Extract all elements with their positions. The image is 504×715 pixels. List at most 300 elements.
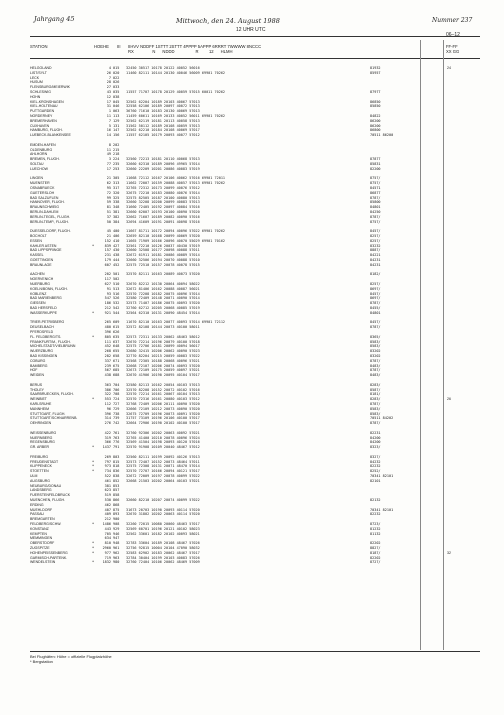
station-name: HANNOVER, FLUGH.: [30, 200, 65, 205]
synop-tail: 84801: [370, 205, 381, 210]
synop-tail: 8257/: [370, 238, 381, 243]
synop-tail: 82200: [370, 166, 381, 171]
synop-groups: 32660 62007 10193 20100 40090 57020: [126, 210, 200, 214]
station-index: 502: [113, 277, 120, 282]
synop-tail: 8787/: [370, 214, 381, 219]
synop-groups: 32570 91908 10109 20040 48467 57012: [126, 445, 200, 450]
station-name: WEISSENBURG: [30, 430, 57, 435]
station-name: KEMPTEN: [30, 531, 47, 536]
station-name: KIEL-HOLTENAU: [30, 104, 58, 109]
station-name: KOBLENZ: [30, 291, 47, 296]
station-name: ESSEN: [30, 238, 42, 243]
synop-tail: 87877: [370, 157, 381, 162]
station-name: HUSUM: [30, 80, 43, 85]
footnotes: [30, 654, 112, 664]
footnote-airport: Bei Flughäfen: Höhe = offizielle Flugplatzhöhe: [30, 654, 112, 659]
station-index: 980: [113, 560, 120, 565]
synop-groups: 36760 71610 10183 20130 40069 57013: [126, 109, 200, 114]
station-height: 112: [104, 402, 111, 406]
station-index: 739: [113, 416, 120, 421]
synop-groups: 32575 72510 10157 20078 40078 57015: [126, 262, 200, 267]
synop-groups: 32568 72305 10188 20068 40096 57021: [126, 358, 200, 363]
synop-tail: 8583/: [370, 406, 381, 411]
station-height: 422: [104, 430, 111, 435]
synop-groups: 31757 73109 10196 20106 40100 57017: [126, 416, 200, 421]
station-index: 438: [113, 253, 120, 258]
station-index: 430: [113, 248, 120, 253]
synop-groups: 32666 72109 10212 20073 40090 57020: [126, 406, 200, 411]
station-height: 17: [106, 99, 111, 104]
station-height: 567: [104, 368, 111, 373]
synop-tail: 70341 82101: [370, 507, 394, 512]
station-name: BREMEN, FLUGH.: [30, 157, 60, 162]
station-name: GARMISCH-PARTENK.: [30, 555, 68, 560]
station-height: 7: [108, 118, 111, 123]
station-height: 839: [104, 243, 111, 248]
synop-groups: 32760 72404 10106 20062 48469 57009: [126, 560, 200, 565]
station-name: FELDBERG/SCHW.: [30, 522, 62, 526]
synop-groups: 32783 33604 10189 20108 48467 57026: [126, 541, 200, 546]
station-index: 852: [113, 478, 120, 483]
station-height: 519: [104, 493, 111, 498]
station-index: 015: [113, 66, 120, 70]
synop-groups: 32560 72213 10181 20110 40068 57013: [126, 157, 200, 162]
synop-tail: 84200: [370, 435, 381, 440]
station-index: 381: [113, 210, 120, 214]
synop-tail: 84250: [370, 210, 381, 214]
station-index: 129: [113, 118, 120, 123]
mountain-marker: *: [92, 243, 95, 248]
station-name: BERUS: [30, 382, 43, 387]
synop-groups: 32561 72210 10126 20037 40430 57019: [126, 243, 200, 248]
station-height: 11: [106, 114, 111, 118]
column-groups: IIHVV NDDFF 1STTT 2STTT 4PPPP 5APPP 6RRRT 7WWWW 8NCCC: [128, 44, 262, 49]
station-name: BREMERHAVEN: [30, 118, 57, 123]
station-height: 797: [104, 459, 111, 464]
synop-tail: 84571: [370, 186, 381, 190]
mountain-marker: *: [92, 397, 95, 402]
synop-tail: 81132: [370, 531, 381, 536]
synop-tail: 81932: [370, 66, 381, 70]
station-name: NORDERNEY: [30, 114, 53, 118]
station-height: 93: [106, 291, 111, 296]
synop-tail: 8787/: [370, 325, 381, 330]
station-index: 317: [113, 186, 120, 190]
station-name: MUENSTER: [30, 181, 50, 186]
station-name: WENDELSTEIN: [30, 560, 56, 565]
station-height: 5: [108, 123, 111, 128]
station-name: BERLIN-DAHLEM: [30, 210, 59, 214]
station-height: 921: [104, 310, 111, 315]
synop-tail: 70341 82101: [370, 474, 394, 478]
station-index: 325: [113, 195, 120, 200]
station-name: NUERBURG: [30, 282, 51, 286]
station-height: 363: [104, 382, 111, 387]
station-index: 156: [113, 133, 120, 138]
synop-tail: 86800: [370, 128, 381, 133]
station-height: 14: [106, 133, 111, 138]
synop-groups: 32770 82204 10215 20059 40083 57022: [126, 354, 200, 358]
station-height: 522: [104, 474, 111, 478]
station-height: 337: [104, 358, 111, 363]
synop-tail: 85800: [370, 200, 381, 205]
synop-tail: 8483/: [370, 373, 381, 378]
synop-tail: 8283/: [370, 382, 381, 387]
station-height: 443: [104, 526, 111, 531]
station-height: 396: [104, 330, 111, 334]
station-height: 462: [104, 502, 111, 507]
synop-tail: 8787/: [370, 195, 381, 200]
station-height: 265: [104, 320, 111, 325]
station-height: 3: [108, 157, 111, 162]
station-name: PUTTGARDEN: [30, 109, 55, 114]
station-name: AUGSBURG: [30, 478, 51, 483]
station-name: STUTTGART/SCHNARRENB.: [30, 416, 78, 421]
mountain-marker: *: [92, 550, 95, 555]
station-name: WEIDEN: [30, 373, 44, 378]
station-name: MANNHEIM: [30, 406, 50, 411]
synop-tail: 86200: [370, 123, 381, 128]
station-index: 708: [113, 392, 120, 397]
station-name: KARLSRUHE: [30, 402, 52, 406]
station-index: 224: [113, 157, 120, 162]
synop-tail: 84221: [370, 253, 381, 258]
synop-groups: 32694 41609 10191 20091 40098 57016: [126, 219, 200, 224]
station-name: BRAUNSCHWEIG: [30, 205, 59, 210]
mountain-marker: *: [92, 560, 95, 565]
station-name: KOELN/BONN, FLUGH.: [30, 286, 68, 291]
station-index: 961: [113, 546, 120, 550]
station-height: 51: [106, 210, 111, 214]
station-index: 532: [113, 301, 120, 306]
station-name: OLDENBURG: [30, 147, 53, 152]
station-name: BERLIN-TEMP., FLUGH.: [30, 219, 69, 224]
station-index: 893: [113, 512, 120, 517]
station-name: EMDEN-HAFEN: [30, 142, 56, 147]
station-index: 706: [113, 387, 120, 392]
station-name: HAMBURG, FLUGH.: [30, 128, 63, 133]
station-name: MEMMINGEN: [30, 536, 53, 541]
station-height: 95: [106, 186, 111, 190]
synop-tail: 8187/: [370, 550, 381, 555]
synop-groups: 32660 82210 10207 20074 40099 57022: [126, 498, 200, 502]
station-name: THOLEY: [30, 387, 45, 392]
station-name: HOHN: [30, 94, 41, 99]
synop-tail: 8257/: [370, 234, 381, 238]
station-height: 810: [104, 541, 111, 546]
synop-groups: 32784 30404 10199 20103 40083 57026: [126, 555, 200, 560]
synop-tail: 82232: [370, 464, 381, 469]
synop-groups: 32660 62310 10189 20096 49965 57014: [126, 162, 200, 166]
station-height: 634: [104, 536, 111, 541]
station-name: KASSEL: [30, 253, 44, 258]
station-height: 322: [104, 392, 111, 397]
station-name: AHLHORN: [30, 152, 48, 157]
synop-groups: 32575 72706 10181 20099 40094 56017: [126, 344, 200, 349]
synop-groups: 32670 82212 10130 20064 40094 58022: [126, 282, 200, 286]
station-name: KAHLER ASTEN: [30, 243, 57, 248]
synop-groups: 32672 81406 10162 20088 40087 56021: [126, 286, 200, 291]
synop-tail: 84232: [370, 459, 381, 464]
column-groups-sub: RX N NDDD R 12 HLMH: [128, 49, 233, 54]
station-height: 7: [108, 75, 111, 80]
synop-tail: 8252/: [370, 469, 381, 474]
station-index: 947: [113, 536, 120, 541]
synop-groups: 32765 72312 10173 20099 40076 57012: [126, 186, 200, 190]
synop-groups: 32670 31802 10202 20063 40114 57020: [126, 512, 200, 517]
synop-groups: 32659 82110 10168 20099 40069 57020: [126, 234, 200, 238]
synop-groups: 11459 60611 10169 20133 40052 56011 69901 70262: [126, 114, 226, 118]
range-label: 06–12: [446, 32, 460, 38]
station-height: 627: [104, 282, 111, 286]
station-index: 063: [113, 109, 120, 114]
station-index: 655: [113, 349, 120, 354]
issue-number: Nummer 237: [432, 17, 473, 24]
station-index: 836: [113, 469, 120, 474]
synop-tail: 8583/: [370, 344, 381, 349]
station-height: 45: [106, 229, 111, 234]
synop-groups: 32562 62204 10189 20103 40067 57013: [126, 99, 200, 104]
station-index: 305: [113, 176, 120, 181]
station-name: ZUGSPITZE: [30, 546, 50, 550]
station-index: 803: [113, 454, 120, 459]
station-index: 045: [113, 99, 120, 104]
station-name: OSNABRUECK: [30, 186, 55, 190]
synop-tail: 8457/: [370, 229, 381, 234]
synop-groups: 31660 72405 10192 20097 40084 57016: [126, 205, 200, 210]
station-height: 12: [106, 94, 111, 99]
station-index: 516: [113, 291, 120, 296]
synop-groups: 32768 72409 10206 20111 40090 57020: [126, 402, 200, 406]
station-index: 866: [113, 498, 120, 502]
station-height: 16: [106, 128, 111, 133]
station-height: 37: [106, 214, 111, 219]
station-name: MICHELSTADT/VIELBRUNN: [30, 344, 76, 349]
station-name: STOETTEN: [30, 469, 49, 474]
synop-groups: 32570 72316 10161 20080 40103 57012: [126, 397, 200, 402]
synop-groups: 11460 82111 10144 20130 40046 56009 69901 70262: [126, 70, 226, 75]
synop-groups: 32573 72407 10152 20073 48464 57011: [126, 459, 200, 464]
station-index: 900: [113, 517, 120, 522]
synop-groups: 11662 72007 10159 20088 40057 57013 69901 70262: [126, 181, 226, 186]
synop-groups: 32664 72906 10190 20102 40100 57017: [126, 421, 200, 426]
station-index: 320: [113, 190, 120, 195]
station-index: 671: [113, 358, 120, 363]
synop-tail: 82202: [370, 555, 381, 560]
column-iii: III: [117, 44, 121, 49]
synop-groups: 32580 72409 10148 20071 40090 57014: [126, 296, 200, 301]
hour-label: 12 UHR UTC: [236, 27, 266, 33]
station-index: 526: [113, 296, 120, 301]
station-index: 510: [113, 282, 120, 286]
station-index: 400: [113, 229, 120, 234]
station-name: LIST/SYLT: [30, 70, 47, 75]
synop-tail: 8583/: [370, 411, 381, 416]
synop-groups: 32765 41400 10210 20078 40096 57024: [126, 435, 200, 440]
station-height: 27: [106, 85, 111, 90]
synop-tail: 84801: [370, 310, 381, 315]
station-height: 409: [104, 512, 111, 517]
synop-tail: 8483/: [370, 363, 381, 368]
synop-tail: 8583/: [370, 339, 381, 344]
station-name: PFERDSFELD: [30, 330, 54, 334]
synop-groups: 11557 62105 10179 20093 40077 57012: [126, 133, 200, 138]
station-index: 648: [113, 344, 120, 349]
synop-groups: 32570 82111 10163 20089 40073 57020: [126, 272, 200, 277]
synop-groups: 32570 72214 10161 20067 40104 57013: [126, 392, 200, 397]
synop-groups: 32560 82111 10199 20092 40126 57013: [126, 454, 200, 459]
station-name: MUEHLDORF: [30, 507, 53, 512]
synop-groups: 32660 32506 10194 20070 40088 57010: [126, 258, 200, 262]
station-height: 282: [104, 354, 111, 358]
synop-tail: 8697/: [370, 296, 381, 301]
station-index: 637: [113, 339, 120, 344]
station-height: 11: [106, 147, 111, 152]
synop-groups: 32670 72214 10196 20079 40100 57018: [126, 339, 200, 344]
synop-tail: 85850: [370, 104, 381, 109]
synop-groups: 32675 72709 10196 20073 40091 57020: [126, 411, 200, 416]
synop-groups: 32672 61911 10181 20086 40089 57014: [126, 253, 200, 258]
synop-tail: 85831: [370, 162, 381, 166]
synop-tail: 83202: [370, 354, 381, 358]
synop-tail: 82232: [370, 512, 381, 517]
synop-tail: 8787/: [370, 421, 381, 426]
station-name: ULM: [30, 474, 38, 478]
station-index: 858: [113, 493, 120, 498]
station-index: 729: [113, 406, 120, 411]
station-index: 235: [113, 162, 120, 166]
synop-tail: 8757/: [370, 176, 381, 181]
station-height: 623: [104, 488, 111, 493]
station-height: 407: [104, 507, 111, 512]
station-name: OEHRINGEN: [30, 421, 52, 426]
remark-value: 24: [447, 66, 451, 70]
synop-tail: 8787/: [370, 301, 381, 306]
station-height: 452: [104, 344, 111, 349]
station-height: 8: [108, 142, 111, 147]
station-index: 688: [113, 373, 120, 378]
mountain-marker: *: [92, 445, 95, 450]
station-name: BAD LIPPSPRINGE: [30, 248, 62, 253]
station-index: 022: [113, 75, 120, 80]
station-height: 977: [104, 550, 111, 555]
synop-tail: 8457/: [370, 320, 381, 325]
station-index: 542: [113, 306, 120, 310]
mountain-marker: *: [92, 464, 95, 469]
station-name: WUERZBURG: [30, 349, 53, 354]
station-height: 2960: [102, 546, 111, 550]
station-height: 59: [106, 200, 111, 205]
station-name: SCHLESWIG: [30, 90, 52, 94]
station-name: CUXHAVEN: [30, 123, 50, 128]
synop-tail: 8697/: [370, 286, 381, 291]
station-name: GIESSEN: [30, 301, 46, 306]
synop-tail: 8723/: [370, 522, 381, 526]
synop-tail: 84822: [370, 114, 381, 118]
synop-tail: 70511 84202: [370, 416, 394, 421]
station-name: GUETERSLOH: [30, 190, 55, 195]
synop-groups: 32662 71607 10189 20082 40090 57016: [126, 214, 200, 219]
synop-tail: 87977: [370, 90, 381, 94]
synop-groups: 32450 30517 10178 20122 40052 56016: [126, 66, 200, 70]
station-height: 547: [104, 296, 111, 301]
station-name: FREUDENSTADT: [30, 459, 59, 464]
mountain-marker: *: [92, 522, 95, 526]
synop-tail: 8587/: [370, 387, 381, 392]
station-height: 21: [106, 234, 111, 238]
station-name: KIEL-KRONSHAGEN: [30, 99, 64, 104]
station-height: 72: [106, 190, 111, 195]
station-index: 020: [113, 70, 120, 75]
synop-tail: 8787/: [370, 368, 381, 373]
synop-tail: 84231: [370, 262, 381, 267]
station-index: 948: [113, 541, 120, 546]
synop-tail: 8323/: [370, 445, 381, 450]
synop-tail: 8787/: [370, 358, 381, 363]
mountain-marker: *: [92, 546, 95, 550]
synop-groups: 32564 62310 10131 20090 48454 57014: [126, 310, 200, 315]
station-height: 268: [104, 349, 111, 354]
synop-groups: 32575 82505 10187 20100 40080 57013: [126, 195, 200, 200]
synop-tail: 8827/: [370, 546, 381, 550]
synop-groups: 32760 62712 10205 20068 40085 57019: [126, 306, 200, 310]
station-height: 705: [104, 531, 111, 536]
synop-groups: 32573 72311 10133 20062 48463 58012: [126, 334, 200, 339]
mountain-marker: *: [92, 541, 95, 546]
station-name: WASSERKUPPE: [30, 310, 57, 315]
synop-groups: 32572 82108 10144 20073 40100 58011: [126, 325, 200, 330]
synop-tail: 8887/: [370, 248, 381, 253]
column-hoehe: HOEHE: [94, 44, 109, 49]
station-height: 17: [106, 166, 111, 171]
date-label: Mittwoch, den 24. August 1988: [176, 17, 280, 25]
station-index: 147: [113, 128, 120, 133]
station-name: DUESSELDORF, FLUGH.: [30, 229, 71, 234]
station-height: 381: [104, 483, 111, 488]
station-height: 62: [106, 181, 111, 186]
station-index: 791: [113, 445, 120, 450]
station-name: HELGOLAND: [30, 66, 52, 70]
station-name: COBURG: [30, 358, 46, 363]
station-height: 77: [106, 162, 111, 166]
station-index: 763: [113, 435, 120, 440]
synop-groups: 32575 72308 10131 20071 48470 57014: [126, 464, 200, 469]
station-height: 212: [104, 306, 111, 310]
station-name: FL. FELDBERG/TS.: [30, 334, 62, 339]
station-height: 81: [106, 205, 111, 210]
station-height: 719: [104, 555, 111, 560]
station-name: LECK: [30, 75, 40, 80]
synop-groups: 32660 22209 10201 20086 40083 57019: [126, 166, 200, 171]
synop-tail: 84231: [370, 258, 381, 262]
station-index: 727: [113, 402, 120, 406]
station-index: 946: [113, 531, 120, 536]
synop-groups: 32562 62119 10181 20113 40058 57013: [126, 118, 200, 123]
station-index: 908: [113, 522, 120, 526]
table-row: [0, 560, 504, 565]
synop-tail: 8787/: [370, 402, 381, 406]
station-name: KONSTANZ: [30, 526, 49, 531]
synop-tail: 70511 86200: [370, 133, 394, 138]
station-name: NUERNBERG: [30, 435, 53, 440]
station-name: FLENSBURG/MEIERWIK: [30, 85, 70, 90]
synop-groups: 32583 62902 10183 20062 48467 57017: [126, 550, 200, 555]
station-index: 544: [113, 310, 120, 315]
synop-tail: 8727/: [370, 560, 381, 565]
station-index: 658: [113, 354, 120, 358]
station-height: 111: [104, 339, 111, 344]
station-index: 742: [113, 421, 120, 426]
